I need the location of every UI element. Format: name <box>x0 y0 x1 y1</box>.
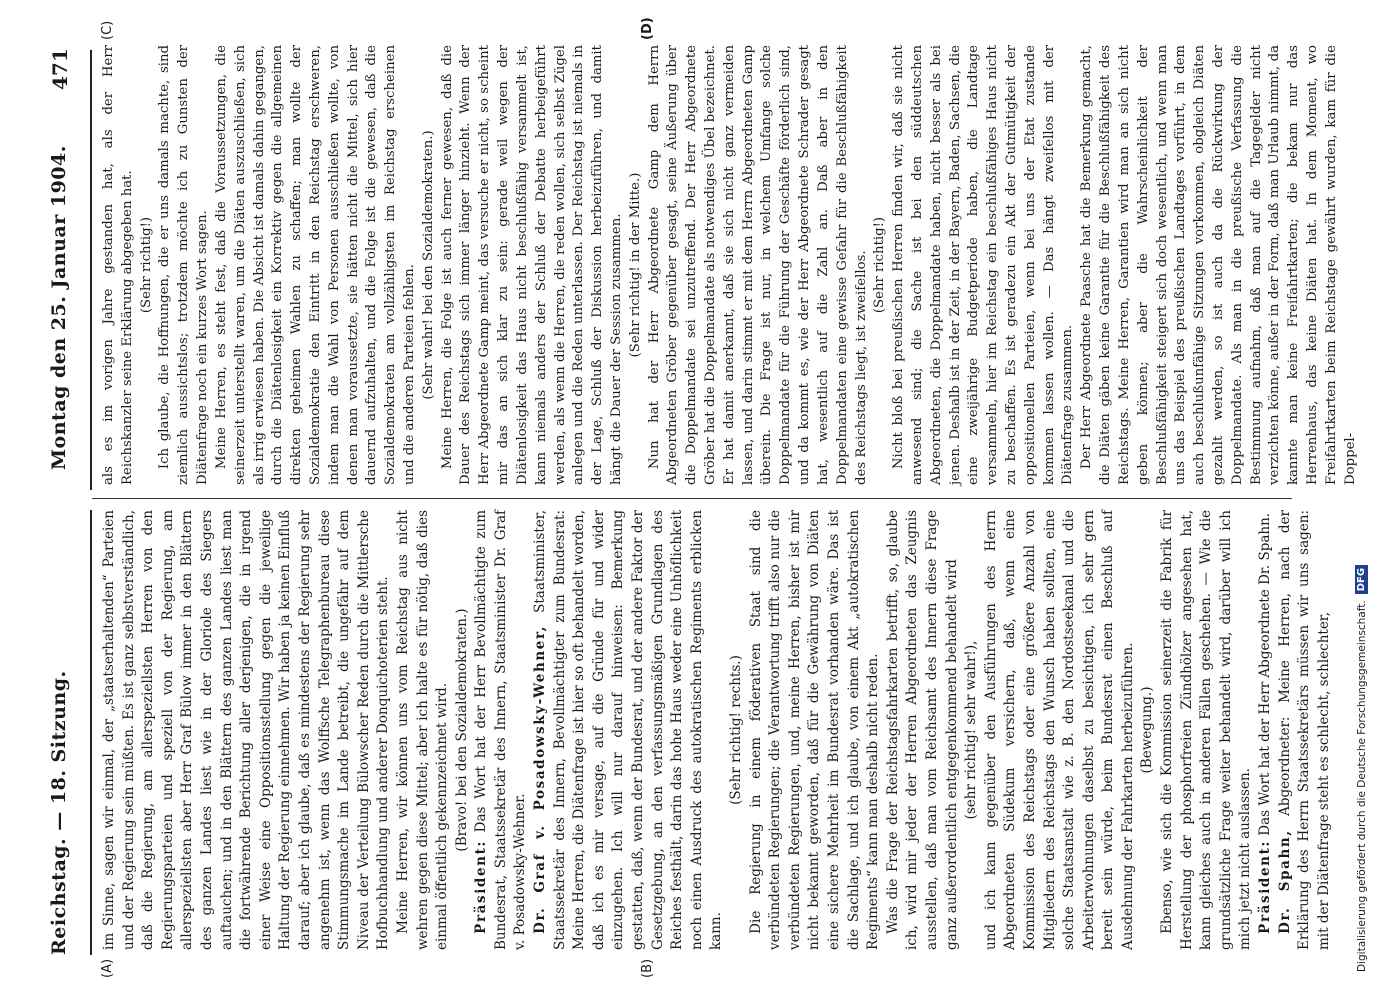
credit-text: Digitalisierung gefördert durch die Deutsche Forschungsgemeinschaft. <box>1355 600 1368 972</box>
paragraph: Die Regierung in einem föderativen Staat sind die verbündeten Regierungen; die Verantwortung trifft also nur die verbündeten Regierungen, und, meine Herren, bisher ist mir nicht bekannt geworden, daß für die Gewährung von Diäten eine sichere Mehrheit im Bundesrat vorhanden wäre. Das ist die Sachlage, und ich glaube, von einem Akt „autokratischen Regiments“ kann man deshalb nicht reden. <box>747 510 882 950</box>
paragraph: Was die Frage der Reichstagsfahrkarten betrifft, so, glaube ich, wird mir jeder der Herren Abgeordneten das Zeugnis ausstellen, daß man vom Reichsamt des Innern diese Frage ganz außerordentlich entgegenkommend behandelt wird <box>884 510 960 950</box>
right-column <box>100 45 1360 485</box>
margin-marker-d: (D) <box>640 17 655 40</box>
paragraph: Ich glaube, die Hoffnungen, die er uns damals machte, sind ziemlich aussichtslos; trotzdem möchte ich zu Gunsten der Diätenfrage noch ein kurzes Wort sagen. <box>157 45 211 485</box>
paragraph: Ebenso, wie sich die Kommission seinerzeit die Fabrik für Herstellung der phosphorfreien Zündhölzer angesehen hat, kann gleiches auch in anderen Fällen geschehen. — Wie die grundsätzliche Frage weiter behandelt wird, darüber will ich mich jetzt nicht auslassen. <box>1159 510 1254 950</box>
running-header-right: Montag den 25. Januar 1904. <box>48 145 70 470</box>
interjection: (Bravo! bei den Sozialdemokraten.) <box>453 608 470 852</box>
speech-text: Staatsminister, Staatssekretär des Innern, Bevollmächtigter zum Bundesrat: Meine Herren, die Diätenfrage ist hier so oft behandelt worden, daß ich es mir versage, auf die Gründe für und wider einzugehen. Ich will nur darauf hinweisen: Bemerkung gestatten, daß, wenn der Bundesrat, und der andere Faktor der Gesetzgebung, an den verfassungsmäßigen Grundlagen des Reiches festhält, darin das hohe Haus weder eine Unhöflichkeit noch einen Ausdruck des autokratischen Regiments erblicken kann. <box>532 510 725 950</box>
interjection: (sehr richtig! sehr wahr!), <box>963 640 980 820</box>
speaker-name: Präsident: <box>1257 840 1274 934</box>
speaker-name: Dr. Graf v. Posadowsky-Wehner, <box>532 624 549 934</box>
speaker-paragraph <box>472 510 531 950</box>
paragraph: Meine Herren, die Folge ist auch ferner gewesen, daß die Dauer des Reichstags sich immer länger hinzieht. Wenn der Herr Abgeordnete Gamp meint, das versuche er nicht, so scheint mir das an sich klar zu sein: gerade weil wegen der Diätenlosigkeit das Haus nicht beschlußfähig versammelt ist, kann niemals anders der Schluß der Debatte herbeigeführt werden, als wenn die Herren, die reden wollen, sich selbst Zügel anlegen und die Reden unterlassen. Der Reichstag ist niemals in der Lage, Schluß der Diskussion herbeizuführen, und damit hängt die Dauer der Session zusammen. <box>439 45 624 485</box>
speech-text: Abgeordneter: Meine Herren, nach der Erklärung des Herrn Staatssekretärs müssen wir uns sagen: mit der Diätenfrage steht es schlecht, schlechter, <box>1276 510 1332 950</box>
paragraph: Nicht bloß bei preußischen Herren finden wir, daß sie nicht anwesend sind; die Sache ist bei den süddeutschen Abgeordneten, die Doppelmandate haben, nicht besser als bei jenen. Deshalb ist in der Zeit, in der Bayern, Baden, Sachsen, die eine zweijährige Budgetperiode haben, die Landtage versammeln, hier im Reichstag ein beschlußfähiges Haus nicht zu beschaffen. Es ist geradezu ein Akt der Gutmütigkeit der oppositionellen Parteien, wenn bei uns der Etat zustande kommen lassen wollen. — Das hängt zweifellos mit der Diätenfrage zusammen. <box>891 45 1076 485</box>
header-rule-right <box>90 50 92 490</box>
interjection: (Sehr richtig! rechts.) <box>728 655 744 805</box>
interjection: (Sehr richtig!) <box>138 216 154 314</box>
speaker-paragraph <box>1256 510 1276 950</box>
interjection: (Bewegung.) <box>1139 686 1156 774</box>
speech-text: Das Wort hat der Herr Abgeordnete Dr. Spahn. <box>1257 512 1274 840</box>
speaker-paragraph <box>1276 510 1335 950</box>
paragraph: Der Herr Abgeordnete Paasche hat die Bemerkung gemacht, die Diäten gäben keine Garantie für die Beschlußfähigkeit des Reichstags. Meine Herren, Garantien wird man an sich nicht geben können; aber die Wahrscheinlichkeit der Beschlußfähigkeit steigert sich doch wesentlich, und wenn man uns das Beispiel des preußischen Landtages vorführt, in dem auch beschlußunfähige Sitzungen vorkommen, obgleich Diäten gezahlt werden, so ist auch da die Rückwirkung der Doppelmandate. Als man in die preußische Verfassung die Bestimmung aufnahm, daß man auf die Tagegelder nicht verzichten könne, außer in der Form, daß man Urlaub nimmt, da kannte man keine Freifahrtkarten; die bekam nur das Herrenhaus, das keine Diäten hat. In dem Moment, wo Freifahrtkarten beim Reichstage gewährt wurden, kam für die Doppel- <box>1079 45 1358 485</box>
header-rule-left <box>90 510 92 955</box>
interjection: (Sehr richtig!) <box>872 216 888 314</box>
column-divider <box>92 498 1292 499</box>
digitization-credit <box>1355 12 1375 972</box>
running-header-left: Reichstag. — 18. Sitzung. <box>48 670 70 955</box>
margin-marker-a: (A) <box>100 958 115 978</box>
paragraph: Nun hat der Herr Abgeordnete Gamp dem Herrn Abgeordneten Gröber gegenüber gesagt, seine Äußerung über die Doppelmandate sei unzutreffend. Der Herr Abgeordnete Gröber hat die Doppelmandate als notwendiges Übel bezeichnet. Er hat damit anerkannt, daß sie sich nicht ganz vermeiden lassen, und darin stimmt er mit dem Herrn Abgeordneten Gamp überein. Die Frage ist nur, in welchem Umfange solche Doppelmandate für die Führung der Geschäfte förderlich sind, und da kommt es, wie der Herr Abgeordnete Schrader gesagt hat, wesentlich auf die Zahl an. Daß aber in den Doppelmandaten eine gewisse Gefahr für die Beschlußfähigkeit des Reichstags liegt, ist zweifellos. <box>646 45 869 485</box>
speaker-paragraph <box>531 510 727 950</box>
interjection: (Sehr wahr! bei den Sozialdemokraten.) <box>420 130 436 400</box>
paragraph: Meine Herren, es steht fest, daß die Voraussetzungen, die seinerzeit unterstellt waren, um die Diäten auszuschließen, sich als irrig erwiesen haben. Die Absicht ist damals dahin gegangen, durch die Diätenlosigkeit ein Korrektiv gegen die allgemeinen direkten geheimen Wahlen zu schaffen; man wollte der Sozialdemokratie den Eintritt in den Reichstag erschweren, indem man die Wahl von Personen ausschließen wollte, von denen man voraussetzte, sie hätten nicht die Mittel, sich hier dauernd aufzuhalten, und die Folge ist die gewesen, daß die Sozialdemokraten am vollzähligsten im Reichstag erscheinen und die anderen Parteien fehlen. <box>213 45 417 485</box>
margin-marker-c: (C) <box>100 20 115 40</box>
speech-text: Das Wort hat der Herr Bevollmächtigte zum Bundesrat, Staatssekretär des Innern, Staatsminister Dr. Graf v. Posadowsky-Wehner. <box>473 510 529 950</box>
left-column <box>100 510 1334 950</box>
dfg-logo: DFG <box>1355 565 1368 594</box>
paragraph: und ich kann gegenüber den Ausführungen des Herrn Abgeordneten Südekum versichern, daß, wenn eine Kommission des Reichstags oder eine größere Anzahl von Mitgliedern des Reichstags den Wunsch haben sollten, eine solche Staatsanstalt wie z. B. den Nordostseekanal und die Arbeiterwohnungen daselbst zu besichtigen, ich sehr gern bereit sein würde, beim Bundesrat einen Beschluß auf Ausdehnung der Fahrkarten herbeizuführen. <box>982 510 1136 950</box>
speaker-name: Präsident: <box>473 840 490 934</box>
speaker-name: Dr. Spahn, <box>1276 829 1293 934</box>
interjection: (Sehr richtig! in der Mitte.) <box>627 172 643 358</box>
margin-marker-b: (B) <box>640 958 655 978</box>
paragraph: Meine Herren, wir können uns vom Reichstag aus nicht wehren gegen diese Mittel; aber ich halte es für nötig, daß dies einmal öffentlich gekennzeichnet wird. <box>394 510 451 950</box>
page-number: 471 <box>48 48 72 90</box>
paragraph: als es im vorigen Jahre gestanden hat, als der Herr Reichskanzler seine Erklärung abgegeben hat. <box>101 45 135 485</box>
paragraph: im Sinne, sagen wir einmal, der „staatserhaltenden“ Parteien und der Regierung sein müßten. Es ist ganz selbstverständlich, daß die Regierung, am allerspeziellsten Herren von den Regierungsparteien und speziell von der Regierung, am allerspeziellsten aber Herr Graf Bülow immer in den Blättern des ganzen Landes liest wie in der Gloriole des Siegers auftauchen; und in den Blättern des ganzen Landes liest man die fortwährende Berichtung aller derjenigen, die in irgend einer Weise eine Oppositionsstellung gegen die jeweilige Haltung der Regierung einnehmen. Wir haben ja keinen Einfluß darauf; aber ich glaube, daß es mindestens der Regierung sehr angenehm ist, wenn das Wolffsche Telegraphenbureau diese Stimmungsmache im Lande betreibt, die ungefähr auf dem Niveau der Verteilung Bülowscher Reden durch die Mittlersche Hofbuchhandlung und anderer Donquichoterien steht. <box>101 510 392 950</box>
